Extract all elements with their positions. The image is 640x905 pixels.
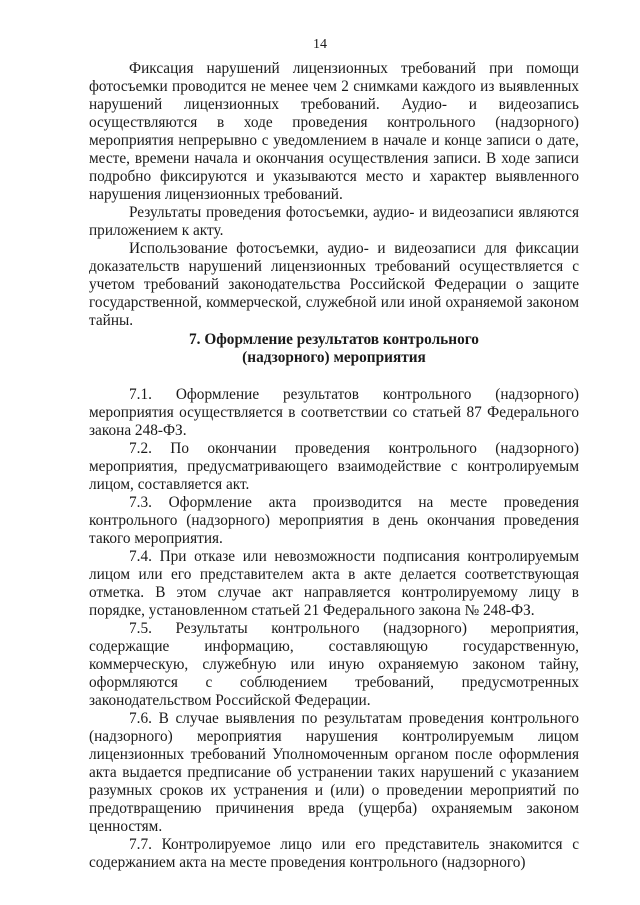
section-heading — [89, 331, 579, 367]
paragraph-photo-fixation: Фиксация нарушений лицензионных требований при помощи фотосъемки проводится не менее чем 2 снимками каждого из выявленных нарушений лицензионных требований. Аудио- и видеозапись осуществляются в ходе проведения контрольного (надзорного) мероприятия непрерывно с уведомлением в начале и конце записи о дате, месте, времени начала и окончания осуществления записи. В ходе записи подробно фиксируются и указываются место и характер выявленного нарушения лицензионных требований. — [89, 60, 579, 203]
clause-7-1: 7.1. Оформление результатов контрольного (надзорного) мероприятия осуществляется в соответствии со статьей 87 Федерального закона 248-ФЗ. — [89, 386, 579, 439]
paragraph-recording-usage: Использование фотосъемки, аудио- и видеозаписи для фиксации доказательств нарушений лицензионных требований осуществляется с учетом требований законодательства Российской Федерации о защите государственной, коммерческой, служебной или иной охраняемой законом тайны. — [89, 240, 579, 329]
clause-7-2: 7.2. По окончании проведения контрольного (надзорного) мероприятия, предусматривающего взаимодействие с контролируемым лицом, составляется акт. — [89, 440, 579, 493]
section-heading-line-2: (надзорного) мероприятия — [242, 349, 426, 366]
clause-7-4: 7.4. При отказе или невозможности подписания контролируемым лицом или его представителем акта в акте делается соответствующая отметка. В этом случае акт направляется контролируемому лицу в порядке, установленном статьей 21 Федерального закона № 248-ФЗ. — [89, 548, 579, 619]
document-body — [89, 60, 579, 872]
section-heading-line-1: 7. Оформление результатов контрольного — [189, 331, 479, 348]
clause-7-7: 7.7. Контролируемое лицо или его представитель знакомится с содержанием акта на месте проведения контрольного (надзорного) — [89, 836, 579, 871]
clause-7-6: 7.6. В случае выявления по результатам проведения контрольного (надзорного) мероприятия нарушения контролируемым лицом лицензионных требований Уполномоченным органом после оформления акта выдается предписание об устранении таких нарушений с указанием разумных сроков их устранения и (или) о проведении мероприятий по предотвращению причинения вреда (ущерба) охраняемым законом ценностям. — [89, 710, 579, 835]
page-number: 14 — [313, 37, 327, 52]
clause-7-5: 7.5. Результаты контрольного (надзорного) мероприятия, содержащие информацию, составляющую государственную, коммерческую, служебную или иную охраняемую законом тайну, оформляются с соблюдением требований, предусмотренных законодательством Российской Федерации. — [89, 620, 579, 709]
clause-7-3: 7.3. Оформление акта производится на месте проведения контрольного (надзорного) мероприятия в день окончания проведения такого мероприятия. — [89, 494, 579, 547]
paragraph-recording-results: Результаты проведения фотосъемки, аудио- и видеозаписи являются приложением к акту. — [89, 204, 579, 239]
